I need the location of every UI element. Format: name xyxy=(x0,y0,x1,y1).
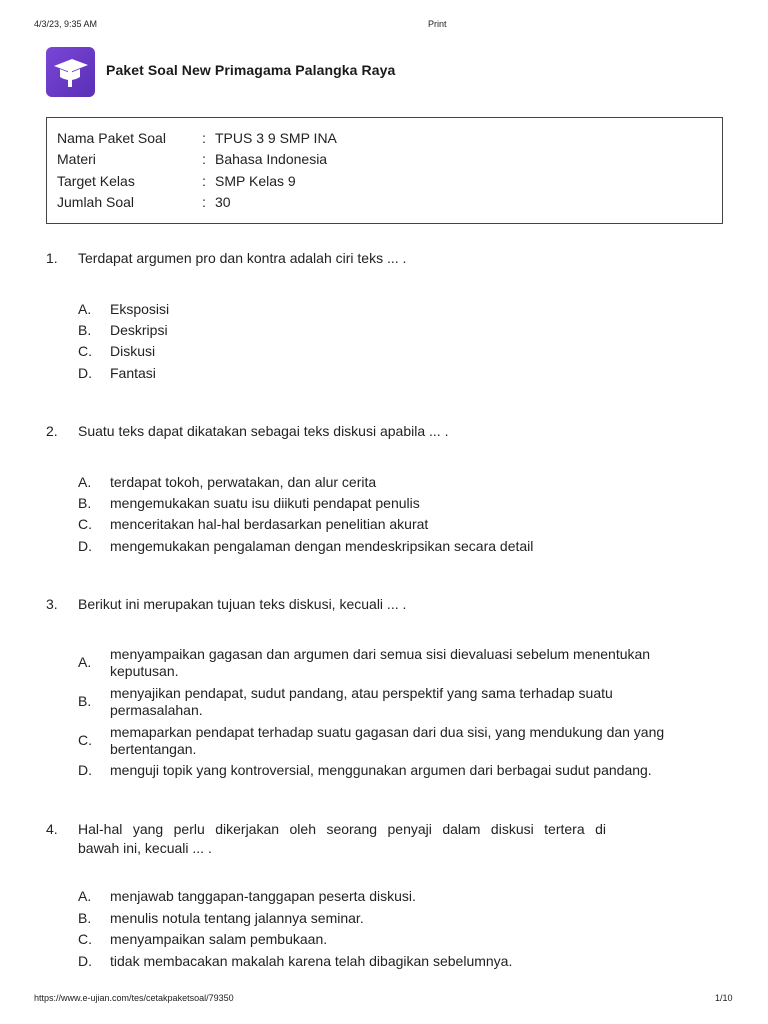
question-text: Berikut ini merupakan tujuan teks diskusi, kecuali ... . xyxy=(78,596,407,612)
question-number: 3. xyxy=(46,596,58,612)
option-text: menulis notula tentang jalannya seminar. xyxy=(110,910,364,926)
option-letter: A. xyxy=(78,888,92,904)
app-logo xyxy=(46,47,95,97)
info-value: Bahasa Indonesia xyxy=(215,151,328,167)
print-header-title: Print xyxy=(428,19,447,29)
question-number: 4. xyxy=(46,821,58,837)
page-number: 1/10 xyxy=(715,993,733,1003)
info-label: Jumlah Soal xyxy=(57,194,135,210)
info-value: TPUS 3 9 SMP INA xyxy=(215,130,337,146)
question-text-line-2: bawah ini, kecuali ... . xyxy=(78,840,212,856)
graduation-cap-icon xyxy=(46,47,95,97)
option-text-line-2: bertentangan. xyxy=(110,741,197,757)
option-letter: C. xyxy=(78,516,92,532)
info-label: Nama Paket Soal xyxy=(57,130,166,146)
option-text-line-1: menyampaikan gagasan dan argumen dari semua sisi dievaluasi sebelum menentukan xyxy=(110,646,651,662)
option-letter: A. xyxy=(78,301,92,317)
info-colon: : xyxy=(202,194,206,210)
option-letter: D. xyxy=(78,953,92,969)
option-text: terdapat tokoh, perwatakan, dan alur cerita xyxy=(110,474,377,490)
option-text: mengemukakan suatu isu diikuti pendapat penulis xyxy=(110,495,420,511)
option-letter: B. xyxy=(78,693,92,709)
option-text: menceritakan hal-hal berdasarkan penelitian akurat xyxy=(110,516,429,532)
option-letter: A. xyxy=(78,654,92,670)
option-text: menyampaikan salam pembukaan. xyxy=(110,931,328,947)
option-text: Eksposisi xyxy=(110,301,170,317)
option-letter: D. xyxy=(78,762,92,778)
option-letter: D. xyxy=(78,538,92,554)
print-date-time: 4/3/23, 9:35 AM xyxy=(34,19,98,29)
info-value: SMP Kelas 9 xyxy=(215,173,296,189)
app-title: Paket Soal New Primagama Palangka Raya xyxy=(106,62,396,78)
question-text-line-1: Hal-hal yang perlu dikerjakan oleh seorang penyaji dalam diskusi tertera di xyxy=(78,821,606,837)
option-text-line-1: menyajikan pendapat, sudut pandang, atau perspektif yang sama terhadap suatu xyxy=(110,685,613,701)
package-info-box xyxy=(46,117,723,224)
info-label: Target Kelas xyxy=(57,173,135,189)
question-text: Terdapat argumen pro dan kontra adalah ciri teks ... . xyxy=(78,250,407,266)
option-letter: B. xyxy=(78,322,92,338)
option-text-line-1: memaparkan pendapat terhadap suatu gagasan dari dua sisi, yang mendukung dan yang xyxy=(110,724,665,740)
option-text: tidak membacakan makalah karena telah dibagikan sebelumnya. xyxy=(110,953,513,969)
option-text: Deskripsi xyxy=(110,322,168,338)
info-value: 30 xyxy=(215,194,231,210)
info-colon: : xyxy=(202,173,206,189)
option-letter: A. xyxy=(78,474,92,490)
option-text: menjawab tanggapan-tanggapan peserta diskusi. xyxy=(110,888,416,904)
question-text: Suatu teks dapat dikatakan sebagai teks diskusi apabila ... . xyxy=(78,423,449,439)
option-letter: C. xyxy=(78,732,92,748)
option-text: Diskusi xyxy=(110,343,156,359)
info-colon: : xyxy=(202,151,206,167)
question-number: 1. xyxy=(46,250,58,266)
option-letter: B. xyxy=(78,910,92,926)
option-text: Fantasi xyxy=(110,365,156,381)
option-text: menguji topik yang kontroversial, menggunakan argumen dari berbagai sudut pandang. xyxy=(110,762,652,778)
option-letter: C. xyxy=(78,343,92,359)
info-label: Materi xyxy=(57,151,96,167)
option-letter: D. xyxy=(78,365,92,381)
option-letter: B. xyxy=(78,495,92,511)
option-text: mengemukakan pengalaman dengan mendeskripsikan secara detail xyxy=(110,538,534,554)
footer-url[interactable]: https://www.e-ujian.com/tes/cetakpaketsoal/79350 xyxy=(34,993,234,1003)
option-text-line-2: keputusan. xyxy=(110,663,179,679)
question-number: 2. xyxy=(46,423,58,439)
option-letter: C. xyxy=(78,931,92,947)
option-text-line-2: permasalahan. xyxy=(110,702,203,718)
info-colon: : xyxy=(202,130,206,146)
